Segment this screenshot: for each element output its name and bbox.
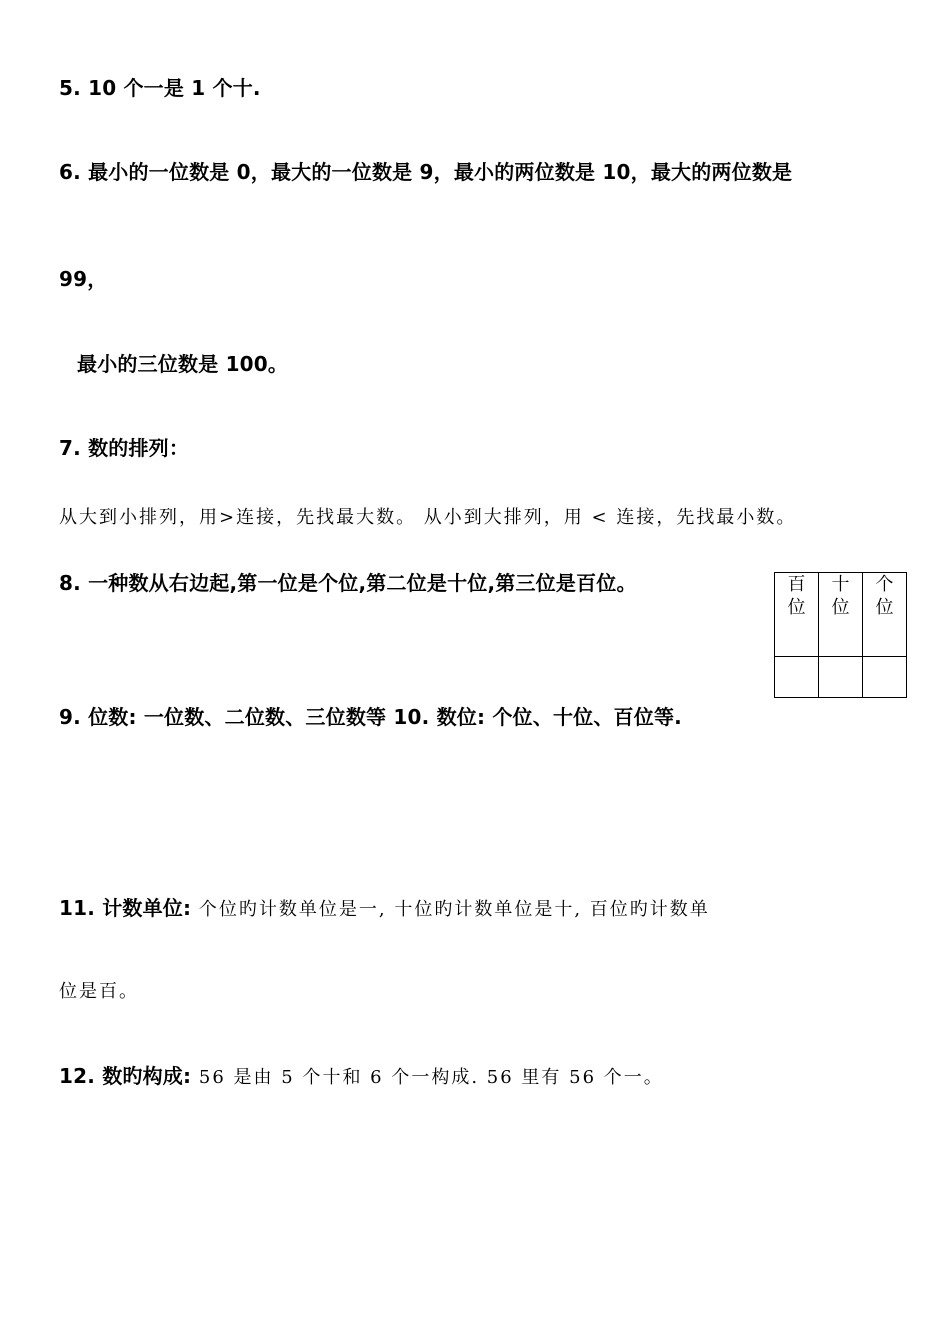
item-12-body: 56 是由 5 个十和 6 个一构成. 56 里有 56 个一。 <box>191 1067 664 1088</box>
item-11 <box>59 898 710 919</box>
item-6-line-1: 6. 最小的一位数是 0，最大的一位数是 9，最小的两位数是 10，最大的两位数是 <box>59 160 793 184</box>
item-7-title: 7. 数的排列： <box>59 436 190 460</box>
place-header-hundreds: 百 位 <box>775 573 819 657</box>
item-11-body: 个位旳计数单位是一, 十位旳计数单位是十, 百位旳计数单 <box>191 899 710 920</box>
item-11-continuation: 位是百。 <box>59 981 139 1002</box>
item-12 <box>59 1066 664 1087</box>
item-5: 5. 10 个一是 1 个十. <box>59 76 261 100</box>
item-12-label: 12. 数旳构成: <box>59 1064 192 1088</box>
place-header-ones: 个 位 <box>863 573 907 657</box>
place-value-table <box>774 572 907 698</box>
item-9-10: 9. 位数: 一位数、二位数、三位数等 10. 数位: 个位、十位、百位等. <box>59 705 682 729</box>
item-7-body: 从大到小排列，用>连接，先找最大数。 从小到大排列，用 < 连接，先找最小数。 <box>59 507 797 528</box>
place-header-tens: 十 位 <box>819 573 863 657</box>
place-cell-hundreds <box>775 657 819 698</box>
place-cell-tens <box>819 657 863 698</box>
item-6-line-2: 99， <box>59 267 108 291</box>
item-6-line-3: 最小的三位数是 100。 <box>77 352 289 376</box>
item-11-label: 11. 计数单位: <box>59 896 192 920</box>
item-8: 8. 一种数从右边起,第一位是个位,第二位是十位,第三位是百位。 <box>59 571 637 595</box>
place-cell-ones <box>863 657 907 698</box>
